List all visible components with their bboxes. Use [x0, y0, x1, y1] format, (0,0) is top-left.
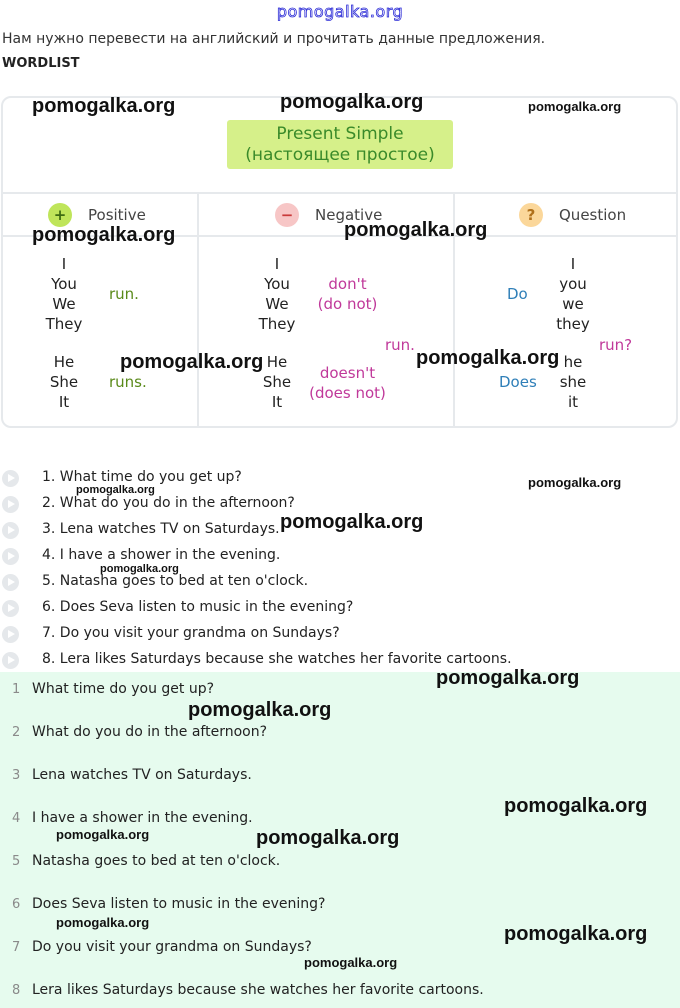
audio-play-button[interactable]: [2, 652, 19, 669]
question-icon: ?: [519, 203, 543, 227]
watermark: pomogalka.org: [344, 219, 488, 241]
neg-aux-full: (does not): [309, 384, 386, 402]
answer-number: 1: [12, 682, 21, 697]
exercise-sentence: 3. Lena watches TV on Saturdays.: [42, 521, 280, 537]
pronoun: She: [262, 373, 292, 391]
neg-verb: run.: [385, 336, 415, 354]
pronoun: I: [274, 255, 280, 273]
watermark: pomogalka.org: [528, 99, 622, 114]
exercise-sentence: 4. I have a shower in the evening.: [42, 547, 281, 563]
watermark: pomogalka.org: [504, 923, 648, 945]
intro-text: Нам нужно перевести на английский и прочитать данные предложения.: [2, 31, 546, 47]
answer-number: 8: [12, 983, 21, 998]
answer-number: 7: [12, 940, 21, 955]
positive-verb: run.: [109, 285, 139, 303]
answer-text: Lera likes Saturdays because she watches her favorite cartoons.: [32, 982, 484, 998]
tense-title: [227, 120, 453, 169]
watermark: pomogalka.org: [528, 475, 622, 490]
tense-title-en: Present Simple: [276, 124, 404, 144]
watermark: pomogalka.org: [32, 95, 176, 117]
pronoun: You: [264, 275, 290, 293]
pronoun: We: [52, 295, 76, 313]
pronoun: I: [570, 255, 576, 273]
pronoun: It: [58, 393, 70, 411]
pronoun: They: [45, 315, 83, 333]
watermark: pomogalka.org: [304, 955, 398, 970]
exercise-sentence: 2. What do you do in the afternoon?: [42, 495, 295, 511]
pronoun: He: [53, 353, 75, 371]
audio-play-button[interactable]: [2, 548, 19, 565]
pronoun: He: [266, 353, 288, 371]
watermark: pomogalka.org: [56, 827, 150, 842]
watermark: pomogalka.org: [280, 91, 424, 113]
watermark: pomogalka.org: [32, 224, 176, 246]
question-verb: run?: [599, 336, 633, 354]
answer-text: What do you do in the afternoon?: [32, 724, 268, 740]
neg-aux-plural: [305, 274, 390, 314]
q-pronouns-plural: [543, 254, 603, 334]
watermark: pomogalka.org: [100, 563, 179, 575]
answer-text: Natasha goes to bed at ten o'clock.: [32, 853, 281, 869]
pronouns-singular: [34, 352, 94, 412]
table-divider: [1, 192, 678, 194]
pronoun: It: [271, 393, 283, 411]
wordlist-heading: WORDLIST: [2, 56, 80, 71]
answer-number: 3: [12, 768, 21, 783]
answer-text: Lena watches TV on Saturdays.: [32, 767, 252, 783]
pronoun: I: [61, 255, 67, 273]
watermark: pomogalka.org: [280, 511, 424, 533]
watermark: pomogalka.org: [416, 347, 560, 369]
answer-number: 2: [12, 725, 21, 740]
site-header-logo[interactable]: pomogalka.org: [276, 2, 404, 21]
answer-number: 5: [12, 854, 21, 869]
pronoun: She: [49, 373, 79, 391]
audio-play-button[interactable]: [2, 470, 19, 487]
question-aux-plural: Do: [507, 285, 528, 303]
pronoun: We: [265, 295, 289, 313]
pronoun: she: [559, 373, 587, 391]
audio-play-button[interactable]: [2, 496, 19, 513]
answer-number: 4: [12, 811, 21, 826]
neg-aux: don't: [328, 275, 367, 293]
pronoun: you: [559, 275, 587, 293]
exercise-sentence: 1. What time do you get up?: [42, 469, 242, 485]
exercise-sentence: 7. Do you visit your grandma on Sundays?: [42, 625, 340, 641]
pronoun: they: [556, 315, 590, 333]
watermark: pomogalka.org: [256, 827, 400, 849]
answer-text: What time do you get up?: [32, 681, 215, 697]
positive-verb-s: runs.: [109, 373, 147, 391]
audio-play-button[interactable]: [2, 574, 19, 591]
question-heading: Question: [559, 206, 627, 224]
pronouns-plural: [34, 254, 94, 334]
audio-play-button[interactable]: [2, 522, 19, 539]
watermark: pomogalka.org: [120, 351, 264, 373]
question-aux-singular: Does: [499, 373, 537, 391]
minus-icon: −: [275, 203, 299, 227]
pronoun: They: [258, 315, 296, 333]
answer-text: I have a shower in the evening.: [32, 810, 253, 826]
neg-aux: doesn't: [319, 364, 376, 382]
answer-text: Do you visit your grandma on Sundays?: [32, 939, 312, 955]
plus-icon: +: [48, 203, 72, 227]
watermark: pomogalka.org: [188, 699, 332, 721]
watermark: pomogalka.org: [436, 667, 580, 689]
watermark: pomogalka.org: [504, 795, 648, 817]
neg-aux-singular: [300, 363, 395, 403]
positive-heading: Positive: [88, 206, 146, 224]
pronoun: he: [563, 353, 583, 371]
column-divider: [197, 193, 199, 427]
pronoun: we: [562, 295, 584, 313]
exercise-sentence: 5. Natasha goes to bed at ten o'clock.: [42, 573, 309, 589]
pronoun: it: [567, 393, 579, 411]
answer-number: 6: [12, 897, 21, 912]
answer-text: Does Seva listen to music in the evening?: [32, 896, 326, 912]
watermark: pomogalka.org: [56, 915, 150, 930]
watermark: pomogalka.org: [76, 484, 155, 496]
exercise-sentence: 8. Lera likes Saturdays because she watches her favorite cartoons.: [42, 651, 512, 667]
audio-play-button[interactable]: [2, 600, 19, 617]
exercise-sentence: 6. Does Seva listen to music in the evening?: [42, 599, 354, 615]
neg-aux-full: (do not): [317, 295, 378, 313]
audio-play-button[interactable]: [2, 626, 19, 643]
pronoun: You: [51, 275, 77, 293]
neg-pronouns-plural: [247, 254, 307, 334]
tense-title-ru: (настоящее простое): [245, 145, 435, 165]
negative-heading: Negative: [315, 206, 383, 224]
